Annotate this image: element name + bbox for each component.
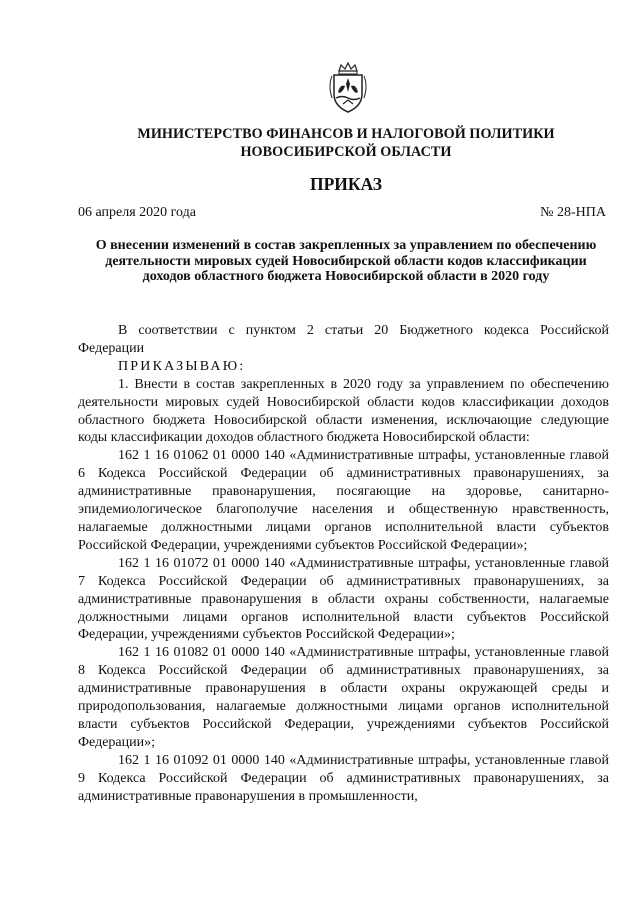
order-word: ПРИКАЗЫВАЮ: (118, 358, 246, 374)
ministry-line-1: МИНИСТЕРСТВО ФИНАНСОВ И НАЛОГОВОЙ ПОЛИТИКИ (137, 126, 555, 142)
coat-of-arms-icon (326, 62, 370, 114)
document-body (78, 322, 609, 805)
preamble-paragraph: В соответствии с пунктом 2 статьи 20 Бюджетного кодекса Российской Федерации (78, 323, 609, 356)
code-paragraph-3: 162 1 16 01082 01 0000 140 «Административные штрафы, установленные главой 8 Кодекса Российской Федерации об административных правонарушениях, за административные правонарушения в области охраны окружающей среды и природопользования, налагаемые должностными лицами органов исполнительной власти субъектов Российской Федерации, учреждениями субъектов Российской Федерации»; (78, 645, 609, 750)
document-subject: О внесении изменений в состав закрепленных за управлением по обеспечению деятельности мировых судей Новосибирской области кодов классификации доходов областного бюджета Новосибирской области в 2020 году (95, 238, 597, 285)
item-1-paragraph: 1. Внести в состав закрепленных в 2020 году за управлением по обеспечению деятельности мировых судей Новосибирской области кодов классификации доходов областного бюджета Новосибирской области изменения, исключающие следующие коды классификации доходов областного бюджета Новосибирской области: (78, 376, 609, 446)
document-type: ПРИКАЗ (309, 174, 383, 194)
code-paragraph-2: 162 1 16 01072 01 0000 140 «Административные штрафы, установленные главой 7 Кодекса Российской Федерации об административных правонарушениях, за административные правонарушения в области охраны собственности, налагаемые должностными лицами органов исполнительной власти субъектов Российской Федерации, учреждениями субъектов Российской Федерации»; (78, 555, 609, 643)
document-number: № 28-НПА (540, 205, 606, 220)
code-paragraph-4: 162 1 16 01092 01 0000 140 «Административные штрафы, установленные главой 9 Кодекса Российской Федерации об административных правонарушениях, за административные правонарушения в промышленности, (78, 752, 609, 804)
document-date: 06 апреля 2020 года (78, 205, 196, 220)
code-paragraph-1: 162 1 16 01062 01 0000 140 «Административные штрафы, установленные главой 6 Кодекса Российской Федерации об административных правонарушениях, за административные правонарушения, посягающие на здоровье, санитарно-эпидемиологическое благополучие населения и общественную нравственность, налагаемые должностными лицами органов исполнительной власти субъектов Российской Федерации, учреждениями субъектов Российской Федерации»; (78, 448, 609, 553)
ministry-name (60, 126, 632, 161)
ministry-line-2: НОВОСИБИРСКОЙ ОБЛАСТИ (240, 143, 452, 160)
